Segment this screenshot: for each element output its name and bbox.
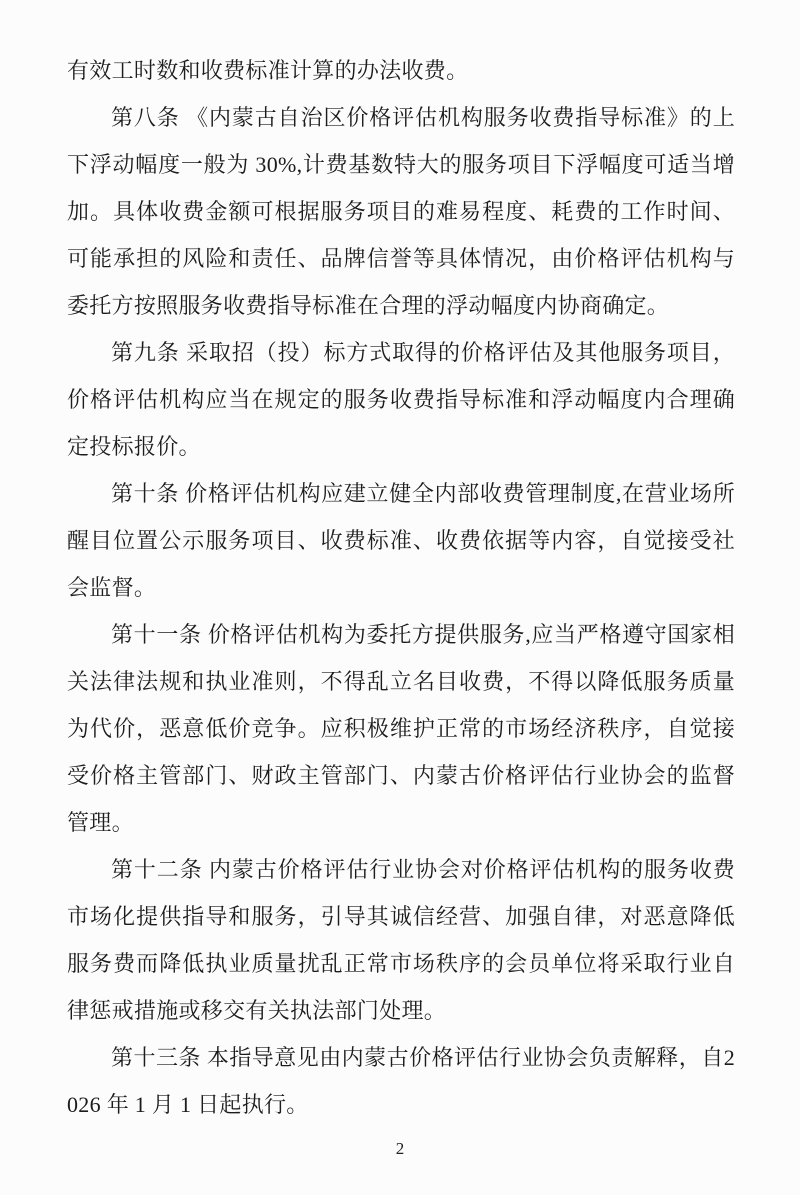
paragraph: 第十二条 内蒙古价格评估行业协会对价格评估机构的服务收费市场化提供指导和服务，引导其诚信经营、加强自律，对恶意降低服务费而降低执业质量扰乱正常市场秩序的会员单位将采取行业自律惩戒措施或移交有关执法部门处理。 bbox=[67, 857, 735, 1023]
document-body bbox=[67, 47, 735, 1128]
paragraph: 第八条 《内蒙古自治区价格评估机构服务收费指导标准》的上下浮动幅度一般为 30%,计费基数特大的服务项目下浮幅度可适当增加。具体收费金额可根据服务项目的难易程度、耗费的工作时间、可能承担的风险和责任、品牌信誉等具体情况，由价格评估机构与委托方按照服务收费指导标准在合理的浮动幅度内协商确定。 bbox=[67, 105, 735, 318]
paragraph: 第十一条 价格评估机构为委托方提供服务,应当严格遵守国家相关法律法规和执业准则，不得乱立名目收费，不得以降低服务质量为代价，恶意低价竞争。应积极维护正常的市场经济秩序，自觉接受价格主管部门、财政主管部门、内蒙古价格评估行业协会的监督管理。 bbox=[67, 622, 735, 835]
paragraph: 有效工时数和收费标准计算的办法收费。 bbox=[67, 58, 469, 83]
paragraph: 第九条 采取招（投）标方式取得的价格评估及其他服务项目，价格评估机构应当在规定的服务收费指导标准和浮动幅度内合理确定投标报价。 bbox=[67, 340, 735, 459]
paragraph: 第十条 价格评估机构应建立健全内部收费管理制度,在营业场所醒目位置公示服务项目、收费标准、收费依据等内容，自觉接受社会监督。 bbox=[67, 481, 735, 600]
paragraph: 第十三条 本指导意见由内蒙古价格评估行业协会负责解释，自2026 年 1 月 1 日起执行。 bbox=[67, 1045, 735, 1117]
page-number: 2 bbox=[395, 1139, 405, 1158]
